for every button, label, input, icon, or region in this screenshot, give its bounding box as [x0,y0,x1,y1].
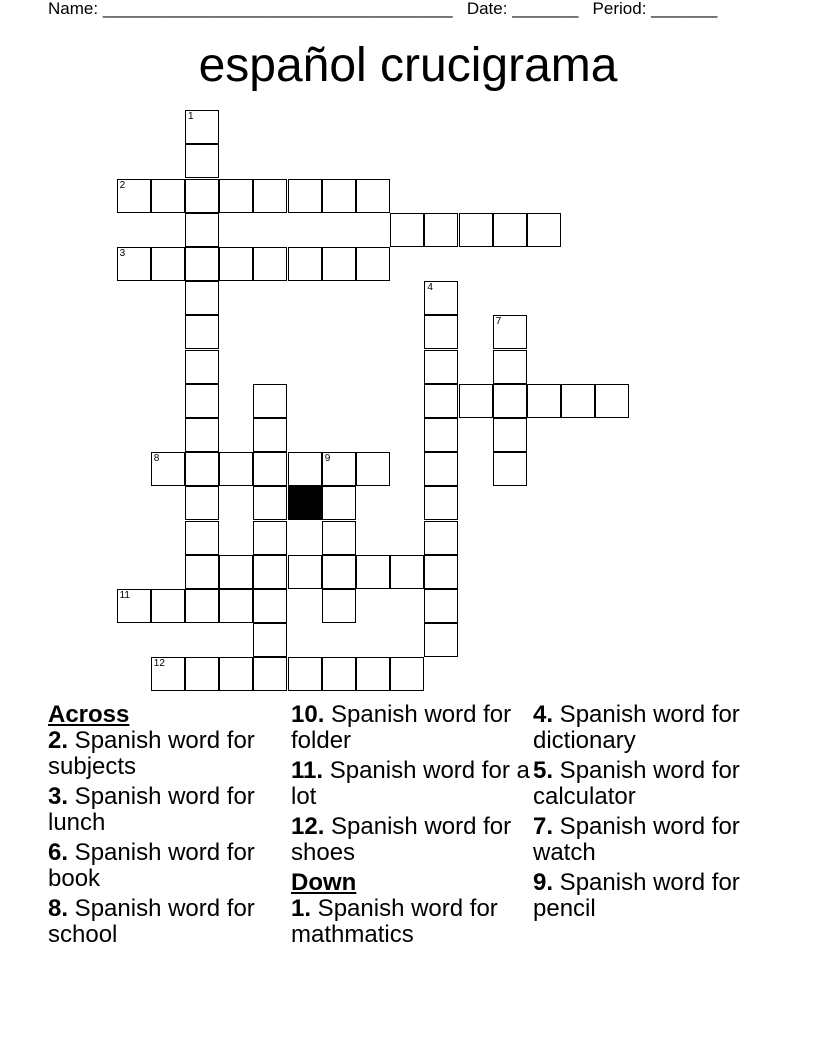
clue-item-number: 5. [533,757,554,784]
clue-item-number: 2. [48,727,69,754]
crossword-cell[interactable] [356,179,390,213]
crossword-cell[interactable] [527,213,561,247]
crossword-cell[interactable] [322,589,356,623]
crossword-cell[interactable] [561,384,595,418]
crossword-cell[interactable] [322,657,356,691]
crossword-cell[interactable] [356,555,390,589]
crossword-cell[interactable] [288,247,322,281]
crossword-cell[interactable] [424,486,458,520]
crossword-cell[interactable] [185,384,219,418]
clue-number: 8 [153,453,160,465]
crossword-cell[interactable] [459,384,493,418]
date-blank: _______ [512,0,579,18]
crossword-cell[interactable] [493,213,527,247]
clue-item-text: Spanish word for folder [291,701,512,754]
crossword-cell[interactable] [459,213,493,247]
crossword-cell[interactable] [185,144,219,178]
clue-item-text: Spanish word for lunch [48,783,255,836]
crossword-cell[interactable] [185,213,219,247]
crossword-cell[interactable] [253,657,287,691]
crossword-cell[interactable] [390,657,424,691]
crossword-cell[interactable] [151,452,185,486]
crossword-cell[interactable] [288,657,322,691]
crossword-cell[interactable] [424,281,458,315]
crossword-cell[interactable] [117,179,151,213]
crossword-cell[interactable] [117,247,151,281]
crossword-cell[interactable] [424,350,458,384]
crossword-cell[interactable] [493,418,527,452]
clue-item [48,784,288,836]
clue-number: 1 [188,111,194,123]
clue-item-text: Spanish word for mathmatics [291,895,498,948]
across-heading: Across [48,701,130,728]
crossword-cell[interactable] [117,589,151,623]
clue-item-number: 7. [533,813,554,840]
clue-number: 12 [153,658,165,670]
crossword-cell[interactable] [151,179,185,213]
clue-item-text: Spanish word for calculator [533,757,740,810]
crossword-cell[interactable] [356,657,390,691]
crossword-cell[interactable] [253,555,287,589]
crossword-cell[interactable] [356,247,390,281]
name-blank: _____________________________________ [102,0,453,18]
clue-item-number: 4. [533,701,554,728]
crossword-cell[interactable] [253,589,287,623]
clue-item [291,702,531,754]
crossword-black-cell [288,486,322,520]
crossword-cell[interactable] [253,384,287,418]
across-clue-list-continued [291,702,531,866]
clue-item [48,896,288,948]
crossword-cell[interactable] [253,452,287,486]
crossword-cell[interactable] [151,657,185,691]
crossword-cell[interactable] [527,384,561,418]
crossword-cell[interactable] [424,589,458,623]
clue-item-number: 1. [291,895,312,922]
crossword-cell[interactable] [185,555,219,589]
crossword-cell[interactable] [322,521,356,555]
clue-item-number: 8. [48,895,69,922]
crossword-cell[interactable] [185,350,219,384]
clue-number: 3 [119,247,126,259]
clue-item-text: Spanish word for pencil [533,869,740,922]
date-label: Date: [466,0,508,18]
crossword-cell[interactable] [424,315,458,349]
crossword-cell[interactable] [253,486,287,520]
crossword-cell[interactable] [424,384,458,418]
period-label: Period: [592,0,647,18]
crossword-cell[interactable] [322,179,356,213]
crossword-cell[interactable] [424,452,458,486]
crossword-cell[interactable] [185,110,219,144]
clue-item [533,758,773,810]
crossword-cell[interactable] [253,521,287,555]
crossword-cell[interactable] [390,213,424,247]
clue-item-text: Spanish word for a lot [291,757,530,810]
crossword-cell[interactable] [322,452,356,486]
clue-number: 2 [119,179,126,191]
clue-item-number: 3. [48,783,69,810]
crossword-cell[interactable] [288,179,322,213]
clue-item [291,758,531,810]
crossword-cell[interactable] [185,486,219,520]
clue-number: 4 [427,282,433,294]
crossword-cell[interactable] [219,179,253,213]
crossword-cell[interactable] [322,486,356,520]
clue-item-text: Spanish word for school [48,895,255,948]
crossword-cell[interactable] [253,623,287,657]
crossword-cell[interactable] [185,589,219,623]
clue-item-text: Spanish word for dictionary [533,701,740,754]
crossword-cell[interactable] [185,247,219,281]
crossword-cell[interactable] [322,555,356,589]
crossword-cell[interactable] [356,452,390,486]
clue-number: 9 [324,453,331,465]
crossword-cell[interactable] [185,281,219,315]
crossword-cell[interactable] [322,247,356,281]
clue-item-number: 9. [533,869,554,896]
crossword-cell[interactable] [493,452,527,486]
clue-number: 11 [119,589,130,601]
clue-item [533,870,773,922]
crossword-cell[interactable] [151,247,185,281]
crossword-cell[interactable] [424,555,458,589]
clue-item [48,728,288,780]
crossword-cell[interactable] [185,521,219,555]
crossword-cell[interactable] [253,418,287,452]
clue-item-number: 10. [291,701,325,728]
crossword-cell[interactable] [253,179,287,213]
crossword-cell[interactable] [219,555,253,589]
crossword-cell[interactable] [219,657,253,691]
clue-item-text: Spanish word for book [48,839,255,892]
crossword-cell[interactable] [253,247,287,281]
clue-item [533,814,773,866]
clues-column-1 [48,702,288,952]
clue-item-number: 11. [291,757,324,784]
down-clue-list [291,896,531,948]
crossword-cell[interactable] [424,418,458,452]
crossword-cell[interactable] [219,452,253,486]
clue-item-text: Spanish word for subjects [48,727,255,780]
crossword-cell[interactable] [151,589,185,623]
clues-column-3 [533,702,773,926]
crossword-cell[interactable] [219,247,253,281]
crossword-cell[interactable] [424,623,458,657]
clue-item [533,702,773,754]
crossword-cell[interactable] [219,589,253,623]
clue-item [291,814,531,866]
clue-item-text: Spanish word for shoes [291,813,512,866]
crossword-cell[interactable] [493,384,527,418]
crossword-cell[interactable] [185,179,219,213]
crossword-cell[interactable] [493,315,527,349]
period-blank: _______ [651,0,718,18]
crossword-cell[interactable] [595,384,629,418]
crossword-cell[interactable] [424,213,458,247]
page-title: español crucigrama [198,39,618,92]
clue-item-text: Spanish word for watch [533,813,740,866]
crossword-cell[interactable] [288,452,322,486]
clue-item-number: 12. [291,813,325,840]
crossword-cell[interactable] [185,657,219,691]
crossword-cell[interactable] [390,555,424,589]
down-heading: Down [291,869,357,896]
across-clue-list [48,728,288,948]
crossword-cell[interactable] [424,521,458,555]
clues-column-2 [291,702,531,952]
crossword-cell[interactable] [185,418,219,452]
crossword-cell[interactable] [288,555,322,589]
clue-item [48,840,288,892]
name-label: Name: [48,0,99,18]
down-clue-list-continued [533,702,773,922]
crossword-cell[interactable] [185,452,219,486]
crossword-cell[interactable] [185,315,219,349]
crossword-cell[interactable] [493,350,527,384]
clue-item [291,896,531,948]
clue-item-number: 6. [48,839,69,866]
clue-number: 7 [495,316,502,328]
